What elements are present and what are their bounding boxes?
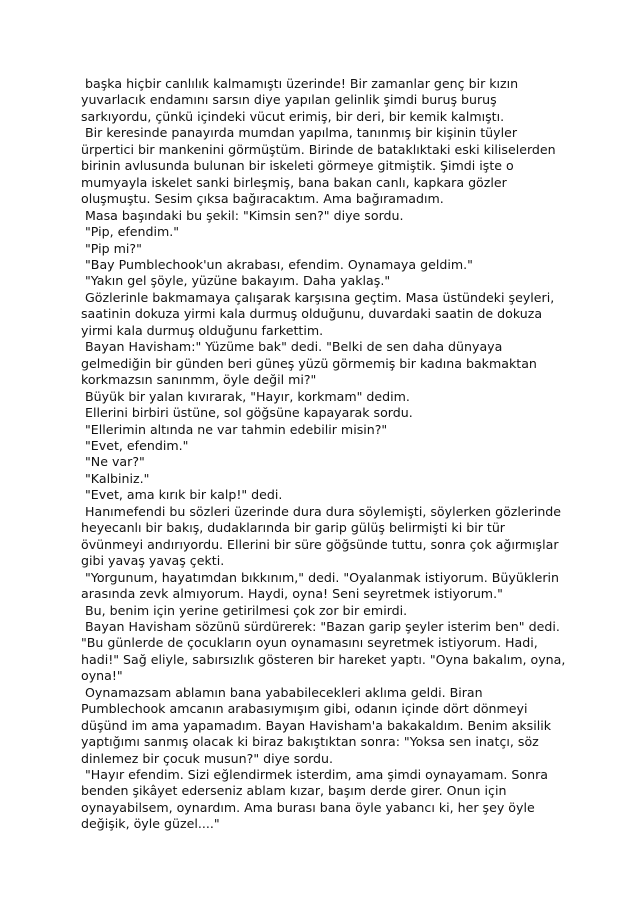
paragraph: Gözlerinle bakmamaya çalışarak karşısına geçtim. Masa üstündeki şeyleri, saatinin dokuza yirmi kala durmuş olduğunu, duvardaki saatin de dokuza yirmi kala durmuş olduğunu farkettim.: [81, 289, 559, 338]
paragraph: Bir keresinde panayırda mumdan yapılma, tanınmış bir kişinin tüyler ürpertici bir mankenini görmüştüm. Birinde de bataklıktaki eski kiliselerden birinin avlusunda bulunan bir iskeleti görmeye gitmiştik. Şimdi işte o mumyayla iskelet sanki birleşmiş, bana bakan canlı, kapkara gözler oluşmuştu. Sesim çıksa bağıracaktım. Ama bağıramadım.: [81, 125, 560, 207]
paragraph: "Ne var?": [81, 454, 145, 470]
paragraph: "Evet, ama kırık bir kalp!" dedi.: [81, 487, 283, 503]
page-body: [81, 76, 569, 833]
paragraph: "Kalbiniz.": [81, 470, 150, 486]
paragraph: "Bay Pumblechook'un akrabası, efendim. Oynamaya geldim.": [81, 256, 473, 272]
paragraph: Bayan Havisham sözünü sürdürerek: "Bazan garip şeyler isterim ben" dedi. "Bu günlerde de çocukların oyun oynamasını seyretmek istiyorum. Hadi, hadi!" Sağ eliyle, sabırsızlık gösteren bir hareket yaptı. "Oyna bakalım, oyna, oyna!": [81, 618, 570, 684]
paragraph: Hanımefendi bu sözleri üzerinde dura dura söylemişti, söylerken gözlerinde heyecanlı bir bakış, dudaklarında bir garip gülüş belirmişti ki bir tür övünmeyi andırıyordu. Ellerini bir süre göğsünde tuttu, sonra çok ağırmışlar gibi yavaş yavaş çekti.: [81, 503, 566, 569]
paragraph: "Ellerimin altında ne var tahmin edebilir misin?": [81, 421, 388, 437]
paragraph: başka hiçbir canlılık kalmamıştı üzerinde! Bir zamanlar genç bir kızın yuvarlacık endamını sarsın diye yapılan gelinlik şimdi buruş buruş sarkıyordu, çünkü içindeki vücut erimiş, bir deri, bir kemik kalmıştı.: [81, 76, 523, 124]
paragraph: Bayan Havisham:" Yüzüme bak" dedi. "Belki de sen daha dünyaya gelmediğin bir günden beri güneş yüzü görmemiş bir kadına bakmaktan korkmazsın sanınmm, öyle değil mi?": [81, 339, 541, 388]
paragraph: "Yakın gel şöyle, yüzüne bakayım. Daha yaklaş.": [81, 273, 391, 289]
paragraph: Bu, benim için yerine getirilmesi çok zor bir emirdi.: [81, 602, 408, 618]
paragraph: "Pip, efendim.": [81, 224, 180, 240]
paragraph: Ellerini birbiri üstüne, sol göğsüne kapayarak sordu.: [81, 405, 413, 421]
paragraph: Oynamazsam ablamın bana yababilecekleri aklıma geldi. Biran Pumblechook amcanın arabasıymışım gibi, odanın içinde dört dönmeyi düşünd im ama yapamadım. Bayan Havisham'a bakakaldım. Benim aksilik yaptığımı sanmış olacak ki biraz bakıştıktan sonra: "Yoksa sen inatçı, söz dinlemez bir çocuk musun?" diye sordu.: [81, 684, 556, 766]
paragraph: Büyük bir yalan kıvırarak, "Hayır, korkmam" dedim.: [81, 388, 410, 404]
paragraph: "Hayır efendim. Sizi eğlendirmek isterdim, ama şimdi oynayamam. Sonra benden şikâyet ederseniz ablam kızar, başım derde girer. Onun için oynayabilsem, oynardım. Ama burası bana öyle yabancı ki, her şey öyle değişik, öyle güzel....": [81, 767, 553, 832]
paragraph: Masa başındaki bu şekil: "Kimsin sen?" diye sordu.: [81, 207, 404, 223]
paragraph: "Evet, efendim.": [81, 437, 189, 453]
paragraph: "Yorgunum, hayatımdan bıkkınım," dedi. "Oyalanmak istiyorum. Büyüklerin arasında zevk almıyorum. Haydi, oyna! Seni seyretmek istiyorum.": [81, 569, 564, 602]
paragraph: "Pip mi?": [81, 240, 142, 256]
